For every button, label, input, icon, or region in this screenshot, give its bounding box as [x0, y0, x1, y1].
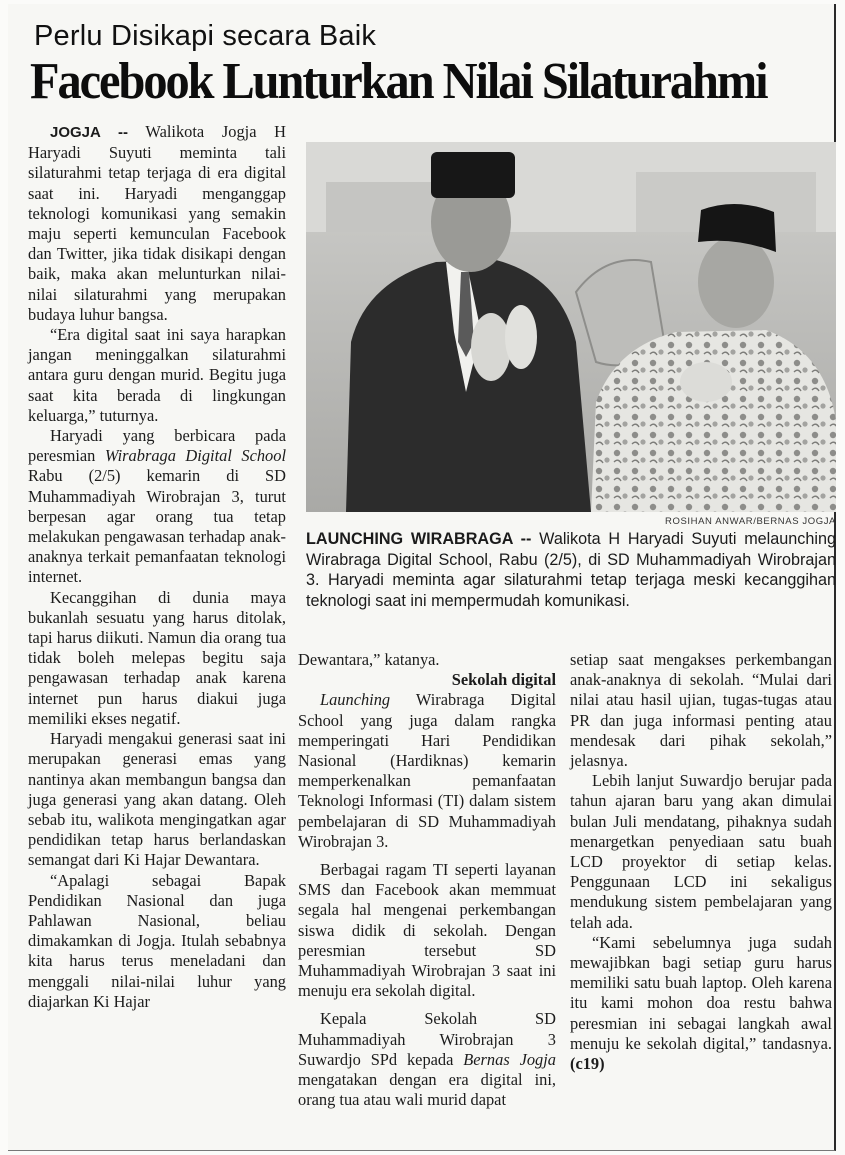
newspaper-clipping	[8, 4, 836, 1151]
article-column-3	[570, 650, 832, 1074]
paragraph-6: “Apalagi sebagai Bapak Pendidikan Nasional dan juga Pahlawan Nasional, beliau dimakamkan di Jogja. Itulah sebabnya kita harus terus meneladani dan menggali nilai-nilai luhur yang diajarkan Ki Hajar	[28, 870, 286, 1011]
article-photo	[306, 142, 836, 512]
paragraph-11: “Kami sebelumnya juga sudah mewajibkan bagi setiap guru harus memiliki satu buah laptop. Oleh karena itu kami mohon doa restu bahwa peresmian ini sebagai langkah awal menuju ke sekolah digital,” tandasnya. (c19)	[570, 932, 832, 1074]
author-signature: (c19)	[570, 1054, 605, 1074]
paragraph-6-end: Dewantara,” katanya.	[298, 650, 440, 669]
photo-illustration	[306, 142, 836, 512]
photo-credit: ROSIHAN ANWAR/BERNAS JOGJA	[665, 516, 836, 527]
paragraph-7: Launching Wirabraga Digital School yang juga dalam rangka memperingati Hari Pendidikan Nasional (Hardiknas) kemarin memperkenalkan pemanfaatan Teknologi Informasi (TI) dalam sistem pembelajaran di SD Muhammadiyah Wirobrajan 3.	[298, 690, 556, 851]
paragraph-1: JOGJA -- Walikota Jogja H Haryadi Suyuti meminta tali silaturahmi tetap terjaga di era digital saat ini. Haryadi menganggap teknologi komunikasi yang semakin maju seperti kemunculan Facebook dan Twitter, jika tidak disikapi dengan baik, maka akan melunturkan nilai-nilai silaturahmi yang merupakan budaya luhur bangsa.	[28, 122, 286, 324]
article-column-2	[298, 650, 556, 1110]
dateline: JOGJA --	[50, 124, 129, 141]
paragraph-5: Haryadi mengakui generasi saat ini merupakan generasi emas yang nantinya akan membangun bangsa dan juga generasi yang akan datang. Oleh sebab itu, walikota mengingatkan agar pendidikan tetap harus berlandaskan semangat dari Ki Hajar Dewantara.	[28, 729, 286, 870]
paragraph-9: Kepala Sekolah SD Muhammadiyah Wirobrajan 3 Suwardjo SPd kepada Bernas Jogja mengatakan dengan era digital ini, orang tua atau wali murid dapat	[298, 1009, 556, 1110]
caption-text: Walikota H Haryadi Suyuti melaunching Wirabraga Digital School, Rabu (2/5), di SD Muhammadiyah Wirobrajan 3. Haryadi meminta agar silaturahmi tetap terjaga meski kecanggihan teknologi saat ini mempermudah komunikasi.	[306, 530, 836, 610]
paragraph-4: Kecanggihan di dunia maya bukanlah sesuatu yang harus ditolak, tapi harus diikuti. Namun dia orang tua tidak boleh melepas begitu saja pengawasan terhadap anak karena internet pun harus diakui juga memiliki ekses negatif.	[28, 587, 286, 728]
article-headline: Facebook Lunturkan Nilai Silaturahmi	[30, 53, 767, 110]
paragraph-3: Haryadi yang berbicara pada peresmian Wirabraga Digital School Rabu (2/5) kemarin di SD Muhammadiyah Wirobrajan 3, turut berpesan agar orang tua tetap melakukan pengawasan terhadap anak-anaknya terkait pemanfaatan teknologi internet.	[28, 426, 286, 587]
section-subhead: Sekolah digital	[451, 670, 556, 690]
photo-caption	[306, 529, 836, 611]
article-kicker: Perlu Disikapi secara Baik	[34, 20, 377, 52]
paragraph-10: Lebih lanjut Suwardjo berujar pada tahun ajaran baru yang akan dimulai bulan Juli mendatang, pihaknya sudah menargetkan penyediaan satu buah LCD proyektor di setiap kelas. Penggunaan LCD ini sekaligus mendukung sistem pembelajaran yang telah ada.	[570, 771, 832, 932]
article-column-1	[28, 122, 286, 1012]
caption-lead: LAUNCHING WIRABRAGA --	[306, 530, 532, 548]
paragraph-2: “Era digital saat ini saya harapkan jangan meninggalkan silaturahmi antara guru dengan murid. Begitu juga saat kita berada di lingkungan keluarga,” tuturnya.	[28, 325, 286, 425]
paragraph-8: Berbagai ragam TI seperti layanan SMS dan Facebook akan memmuat segala hal mengenai perkembangan siswa didik di sekolah. Dengan peresmian tersebut SD Muhammadiyah Wirobrajan 3 saat ini menuju era sekolah digital.	[298, 860, 556, 1001]
paragraph-9-cont: setiap saat mengakses perkembangan anak-anaknya di sekolah. “Mulai dari nilai atau hasil ujian, tugas-tugas atau PR dan juga informasi penting atau mendesak dari pihak sekolah,” jelasnya.	[570, 650, 832, 771]
